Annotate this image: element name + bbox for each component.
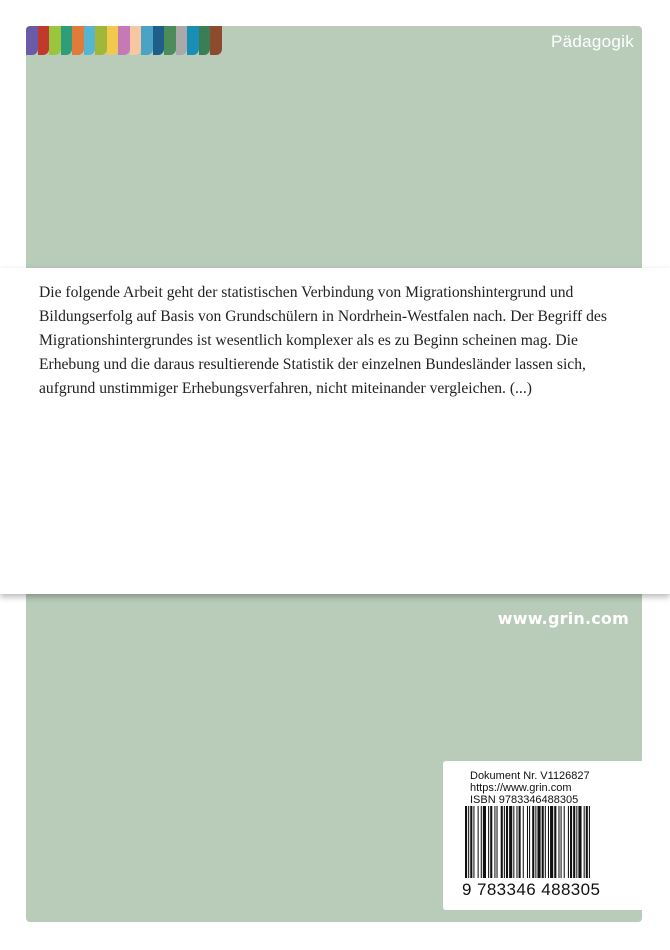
- barcode-bar: [527, 806, 528, 878]
- barcode-bar: [573, 806, 575, 878]
- barcode-bar: [529, 806, 530, 878]
- color-stripe: [141, 26, 153, 55]
- barcode-bar: [554, 806, 556, 878]
- publisher-url: https://www.grin.com: [470, 782, 572, 794]
- barcode-bar: [506, 806, 508, 878]
- color-stripe: [84, 26, 96, 55]
- barcode-bar: [497, 806, 498, 878]
- barcode-bar: [545, 806, 546, 878]
- barcode-bar: [532, 806, 534, 878]
- color-stripe: [176, 26, 188, 55]
- barcode-bar: [473, 806, 474, 878]
- barcode-bar: [561, 806, 562, 878]
- barcode-bar: [576, 806, 577, 878]
- color-stripe: [95, 26, 107, 55]
- barcode-bar: [537, 806, 540, 878]
- barcode-bar: [586, 806, 588, 878]
- color-stripe: [164, 26, 176, 55]
- barcode-bar: [490, 806, 492, 878]
- color-stripe: [61, 26, 73, 55]
- barcode-bar: [558, 806, 559, 878]
- barcode-bar: [589, 806, 590, 878]
- color-stripe: [118, 26, 130, 55]
- barcode-bar: [488, 806, 489, 878]
- color-stripes: [26, 26, 222, 55]
- book-description: Die folgende Arbeit geht der statistischen Verbindung von Migrationshintergrund und Bildungserfolg auf Basis von Grundschülern in Nordrhein-Westfalen nach. Der Begriff des Migrationshintergrundes ist wesentlich komplexer als es zu Beginn scheinen mag. Die Erhebung und die daraus resultierende Statistik der einzelnen Bundesländer lassen sich, aufgrund unstimmiger Erhebungsverfahren, nicht miteinander vergleichen. (...): [39, 284, 607, 397]
- isbn-number: ISBN 9783346488305: [470, 794, 579, 806]
- barcode-bar: [519, 806, 521, 878]
- barcode-bar: [494, 806, 495, 878]
- color-stripe: [130, 26, 142, 55]
- barcode-bar: [550, 806, 553, 878]
- barcode-bar: [483, 806, 486, 878]
- color-stripe: [72, 26, 84, 55]
- barcode-bar: [470, 806, 472, 878]
- document-number: Dokument Nr. V1126827: [470, 770, 590, 782]
- barcode-bar: [584, 806, 585, 878]
- barcode-bar: [501, 806, 503, 878]
- barcode-bar: [513, 806, 514, 878]
- barcode-bar: [478, 806, 479, 878]
- category-label: Pädagogik: [550, 32, 634, 51]
- color-stripe: [107, 26, 119, 55]
- barcode-bar: [570, 806, 572, 878]
- barcode-bar: [468, 806, 469, 878]
- barcode-bar: [578, 806, 581, 878]
- barcode-bar: [568, 806, 569, 878]
- barcode-bar: [535, 806, 536, 878]
- color-stripe: [26, 26, 38, 55]
- color-stripe: [153, 26, 165, 55]
- color-stripe: [49, 26, 61, 55]
- barcode-bar: [465, 806, 467, 878]
- color-stripe: [187, 26, 199, 55]
- website-label: www.grin.com: [497, 609, 629, 628]
- barcode-bar: [564, 806, 565, 878]
- color-stripe: [38, 26, 50, 55]
- barcode-bar: [542, 806, 544, 878]
- barcode-bar: [481, 806, 482, 878]
- color-stripe: [199, 26, 211, 55]
- barcode-bar: [523, 806, 524, 878]
- barcode-bar: [509, 806, 512, 878]
- barcode-bar: [504, 806, 505, 878]
- color-stripe: [210, 26, 222, 55]
- barcode-bar: [516, 806, 517, 878]
- barcode: [465, 806, 631, 885]
- barcode-bar: [548, 806, 549, 878]
- barcode-digits: 9 783346 488305: [462, 880, 601, 899]
